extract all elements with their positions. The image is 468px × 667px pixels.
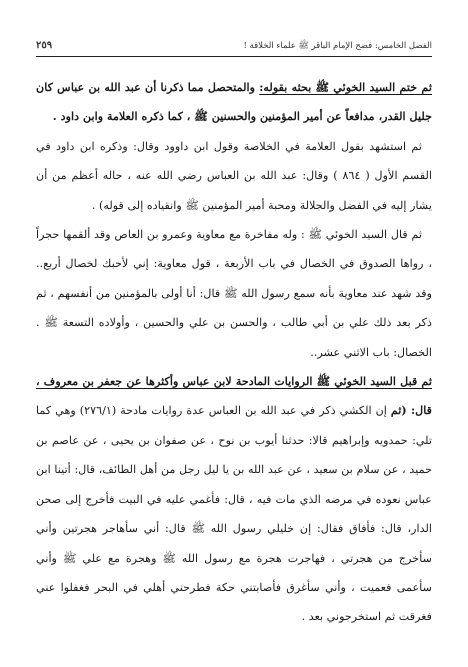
document-page bbox=[36, 40, 432, 667]
page-number: ٢٥٩ bbox=[36, 40, 53, 51]
chapter-title: الفصل الخامس: فضح الإمام الباقر ﷺ علماء الخلافة ! bbox=[243, 41, 432, 51]
paragraph-4-text: إن الكشي ذكر في عبد الله بن العباس عدة روايات مادحة (٢٧٦/١) وهي كما تلي: حمدويه وإبراهيم قالا: حدثنا أيوب بن نوح ، عن صفوان بن يحيى ، عن عاصم بن حميد ، عن سلام بن سعيد ، عن عبد الله بن يا ليل رجل من أهل الطائف، قال: أتينا ابن عباس نعوده في مرضه الذي مات فيه ، قال: فأغمي عليه في البيت فأخرج إلى صحن الدار، قال: فأفاق فقال: إن خليلي رسول الله ﷺ قال: أني سأهاجر هجرتين وأني سأخرج من هجرتي ، فهاجرت هجرة مع رسول الله ﷺ وهجرة مع علي ﷺ وأني سأعمى فعميت ، وأني سأغرق فأصابتني حكة فطرحني أهلي في البحر فغفلوا عني فغرقت ثم استخرجوني بعد . bbox=[36, 404, 432, 624]
paragraph-1-intro: ثم ختم السيد الخوئي ﷺ بحثه بقوله: bbox=[259, 80, 432, 94]
paragraph-4 bbox=[36, 367, 432, 632]
running-header bbox=[36, 40, 432, 57]
document-body bbox=[36, 73, 432, 632]
paragraph-4-lead-text: قال: (ثم bbox=[390, 403, 433, 418]
paragraph-1-lead bbox=[36, 80, 432, 123]
paragraph-3: ثم قال السيد الخوئي ﷺ : وله مفاخرة مع معاوية وعمرو بن العاص وقد ألقمها حجراً ، رواها الصدوق في الخصال في باب الأربعة ، قول معاوية: إني لأحبك لخصال أربع.. وقد شهد عند معاوية بأنه سمع رسول الله ﷺ قال: أنا أولى بالمؤمنين من أنفسهم ، ثم ذكر بعد ذلك علي بن أبي طالب ، والحسن بن علي والحسين ، وأولاده التسعة ﷺ . الخصال: باب الاثني عشر.. bbox=[36, 228, 432, 359]
paragraph-4-intro: ثم قبل السيد الخوئي ﷺ الروايات المادحة لابن عباس وأكثرها عن جعفر بن معروف ، bbox=[36, 374, 432, 389]
paragraph-1-lead-text: والمتحصل مما ذكرنا أن عبد الله بن عباس كان جليل القدر، مدافعاً عن أمير المؤمنين والحسنين ﷺ ، كما ذكره العلامة وابن داود . bbox=[36, 80, 432, 124]
paragraph-2: ثم استشهد بقول العلامة في الخلاصة وقول ابن داوود وقال: وذكره ابن داود في القسم الأول ( ٨٦٤ ) وقال: عبد الله بن العباس رضي الله عنه ، حاله أعظم من أن يشار إليه في الفضل والجلالة ومحبة أمير المؤمنين ﷺ وانقياده إلى قوله) . bbox=[36, 139, 433, 212]
paragraph-1 bbox=[36, 73, 432, 132]
